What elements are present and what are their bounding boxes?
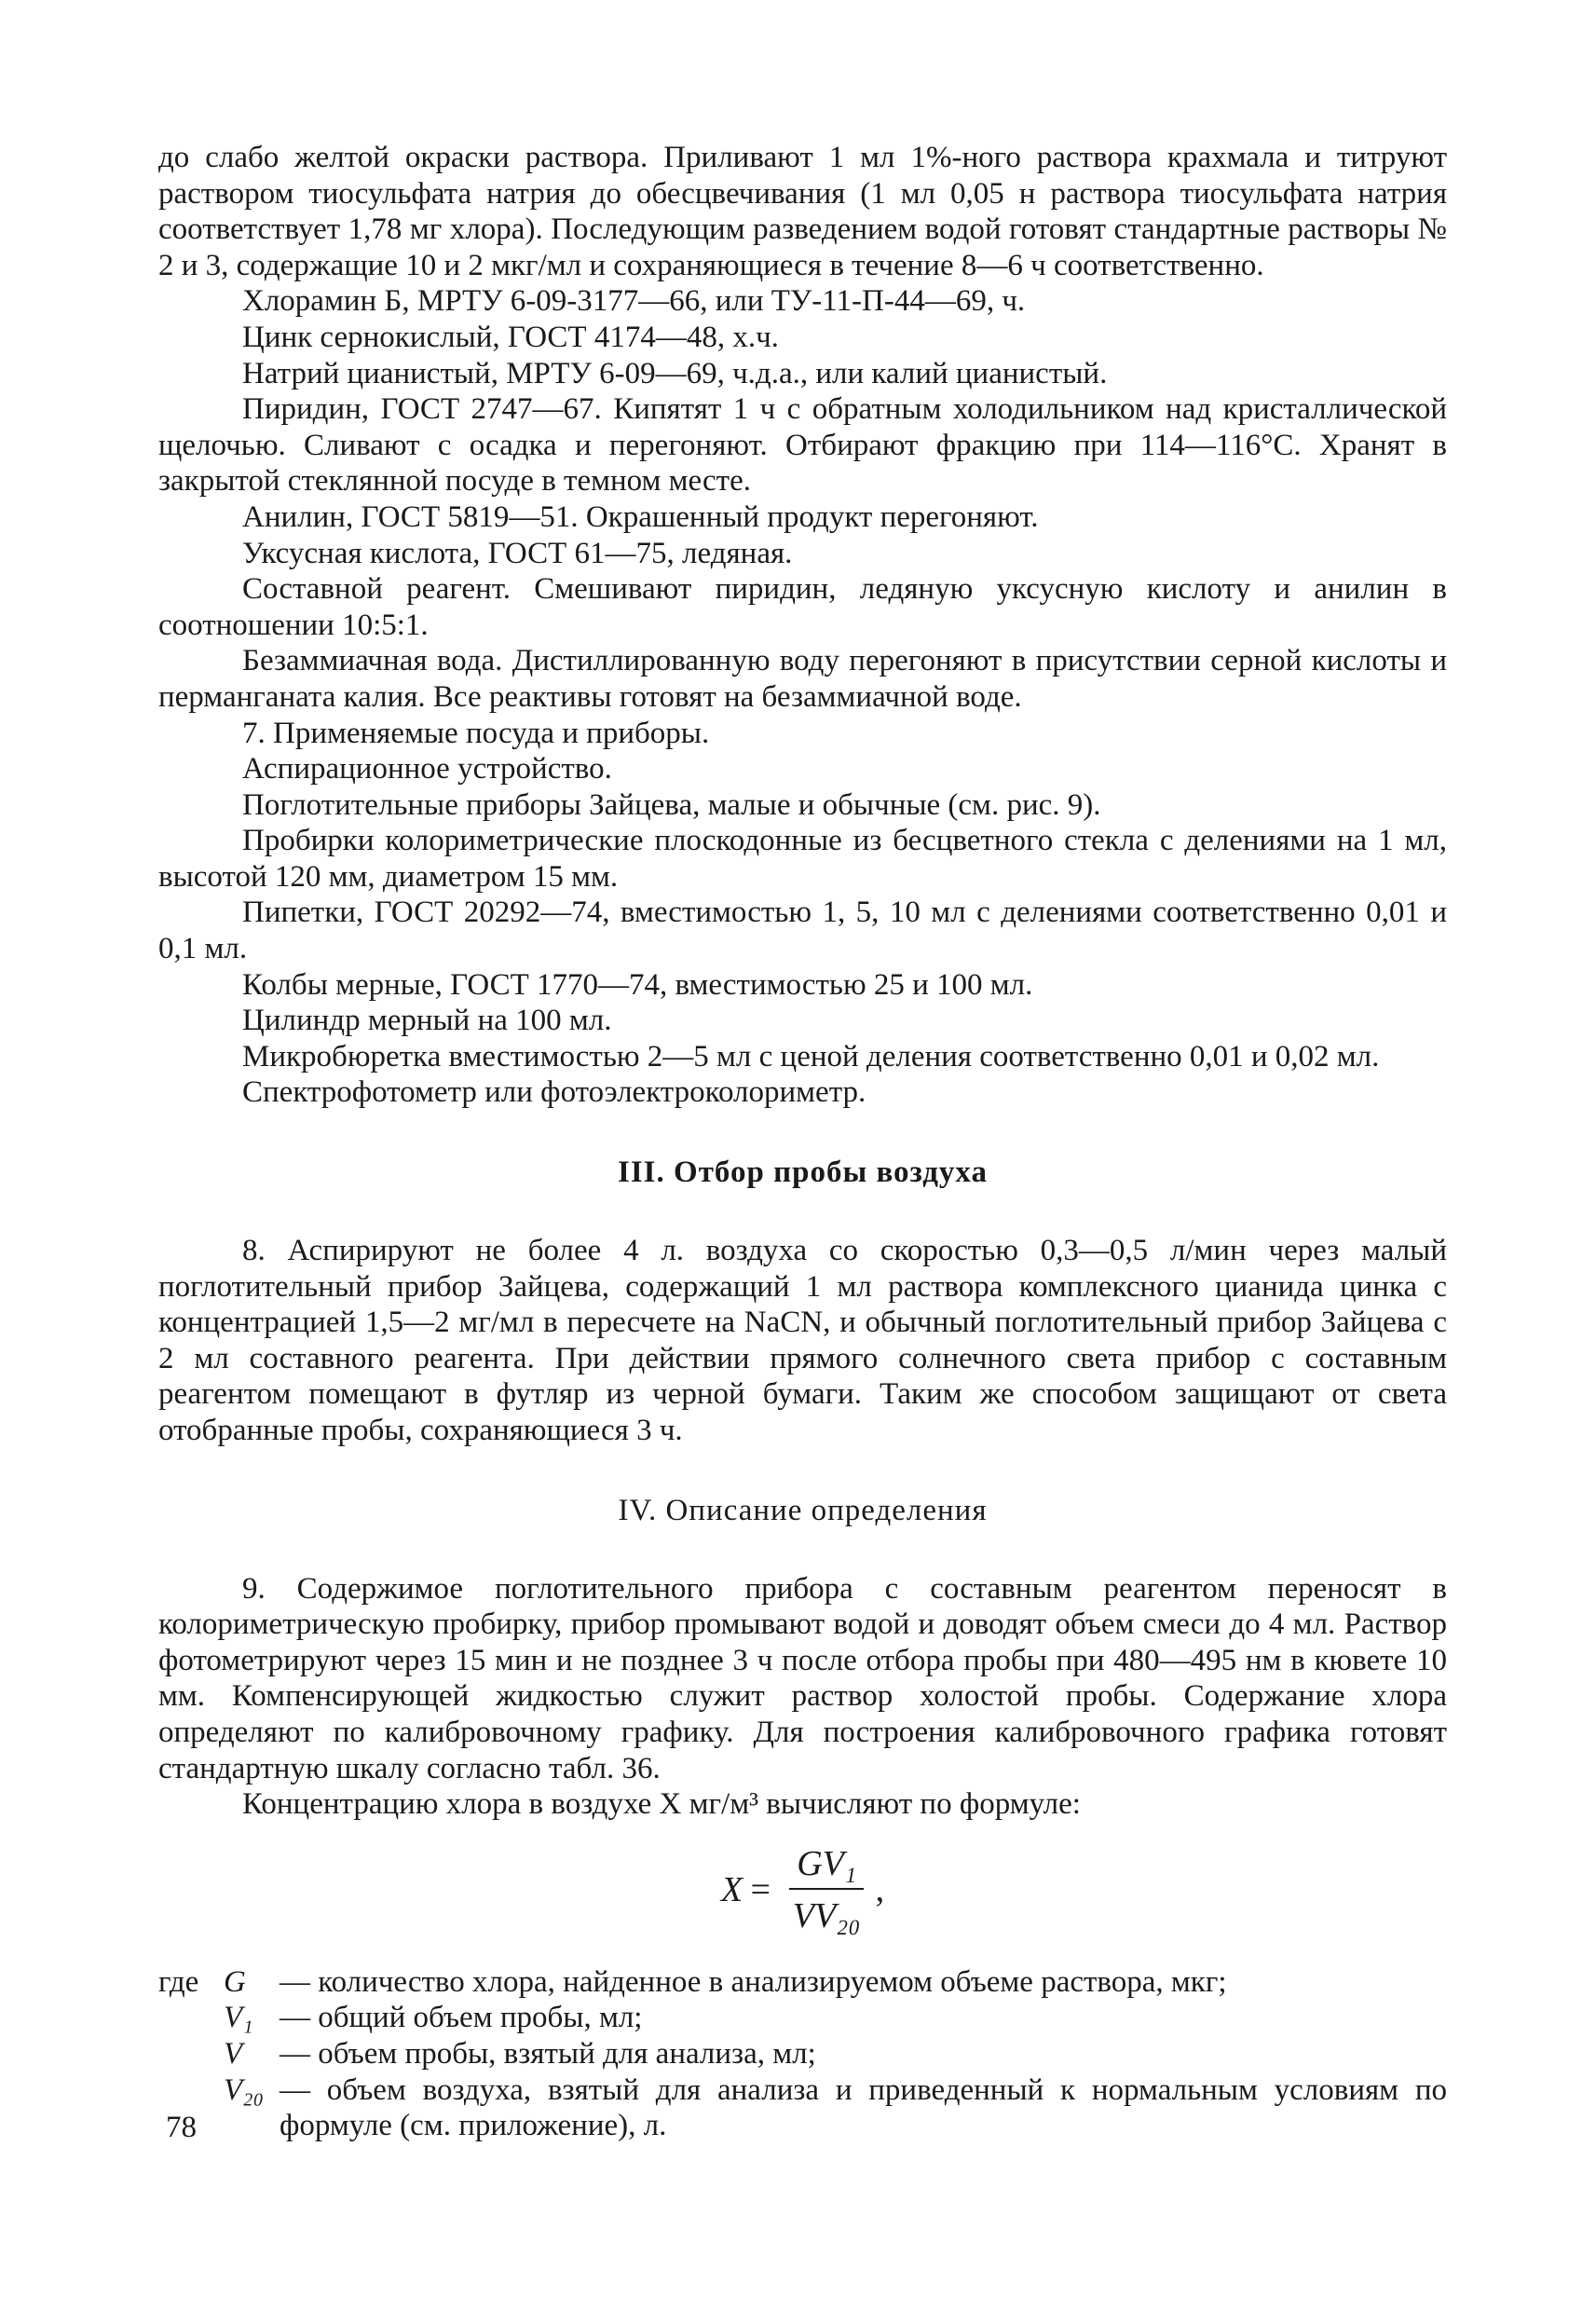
paragraph-ammonia-free-water: Безаммиачная вода. Дистиллированную воду перегоняют в присутствии серной кислоты и перманганата калия. Все реактивы готовят на безаммиачной воде. — [158, 644, 1447, 714]
paragraph-test-tubes: Пробирки колориметрические плоскодонные из бесцветного стекла с делениями на 1 мл, высотой 120 мм, диаметром 15 мм. — [158, 824, 1447, 894]
formula-legend — [158, 1964, 1447, 2144]
page-number: 78 — [166, 2111, 197, 2144]
paragraph-formula-intro: Концентрацию хлора в воздухе X мг/м³ вычисляют по формуле: — [242, 1787, 1081, 1822]
legend-symbol: V₂₀ — [224, 2072, 265, 2107]
formula-lhs: X — [720, 1869, 743, 1909]
paragraph-pipettes: Пипетки, ГОСТ 20292—74, вместимостью 1, 5, 10 мл с делениями соответственно 0,01 и 0,1 мл. — [158, 896, 1447, 966]
formula-denominator: VV₂₀ — [792, 1895, 861, 1935]
paragraph-aspiration-device: Аспирационное устройство. — [242, 752, 612, 786]
section-title-sampling: III. Отбор пробы воздуха — [618, 1156, 988, 1190]
legend-row — [158, 2072, 1447, 2144]
paragraph-procedure: 9. Содержимое поглотительного прибора с составным реагентом переносят в колориметрическую пробирку, прибор промывают водой и доводят объем смеси до 4 мл. Раствор фотометрируют через 15 мин и не позднее 3 ч после отбора пробы при 480—495 нм в кювете 10 мм. Компенсирующей жидкостью служит раствор холостой пробы. Содержание хлора определяют по калибровочному графику. Для построения калибровочного графика готовят стандартную шкалу согласно табл. 36. — [158, 1571, 1447, 1785]
paragraph-zinc-sulfate: Цинк сернокислый, ГОСТ 4174—48, х.ч. — [242, 320, 779, 354]
paragraph-equipment-heading: 7. Применяемые посуда и приборы. — [242, 716, 710, 750]
legend-row — [158, 2000, 1447, 2036]
legend-row — [158, 2036, 1447, 2072]
legend-row — [158, 1964, 1447, 2001]
concentration-formula — [158, 1843, 1447, 1936]
legend-text: — общий объем пробы, мл; — [280, 2001, 643, 2035]
formula-numerator: GV₁ — [789, 1843, 864, 1890]
legend-where: где — [158, 1964, 199, 1999]
paragraph-chloramine: Хлорамин Б, МРТУ 6-09-3177—66, или ТУ-11-П-44—69, ч. — [242, 284, 1026, 319]
paragraph-continuation: до слабо желтой окраски раствора. Приливают 1 мл 1%-ного раствора крахмала и титруют раствором тиосульфата натрия до обесцвечивания (1 мл 0,05 н раствора тиосульфата натрия соответствует 1,78 мг хлора). Последующим разведением водой готовят стандартные растворы № 2 и 3, содержащие 10 и 2 мкг/мл и сохраняющиеся в течение 8—6 ч соответственно. — [158, 141, 1447, 282]
legend-text: — объем пробы, взятый для анализа, мл; — [280, 2036, 816, 2071]
paragraph-sampling: 8. Аспирируют не более 4 л. воздуха со скоростью 0,3—0,5 л/мин через малый поглотительный прибор Зайцева, содержащий 1 мл раствора комплексного цианида цинка с концентрацией 1,5—2 мг/мл в пересчете на NaCN, и обычный поглотительный прибор Зайцева с 2 мл составного реагента. При действии прямого солнечного света прибор с составным реагентом помещают в футляр из черной бумаги. Таким же способом защищают от света отобранные пробы, сохраняющиеся 3 ч. — [158, 1234, 1447, 1447]
legend-symbol: G — [224, 1964, 246, 1999]
section-title-procedure: IV. Описание определения — [618, 1493, 988, 1527]
paragraph-pyridine: Пиридин, ГОСТ 2747—67. Кипятят 1 ч с обратным холодильником над кристаллической щелочью. Сливают с осадка и перегоняют. Отбирают фракцию при 114—116°С. Хранят в закрытой стеклянной посуде в темном месте. — [158, 392, 1447, 499]
formula-fraction — [785, 1843, 868, 1936]
paragraph-acetic-acid: Уксусная кислота, ГОСТ 61—75, ледяная. — [242, 536, 793, 570]
paragraph-sodium-cyanide: Натрий цианистый, МРТУ 6-09—69, ч.д.а., или калий цианистый. — [242, 356, 1108, 390]
paragraph-microburette: Микробюретка вместимостью 2—5 мл с ценой деления соответственно 0,01 и 0,02 мл. — [242, 1039, 1380, 1073]
paragraph-cylinder: Цилиндр мерный на 100 мл. — [242, 1004, 612, 1038]
legend-text: — количество хлора, найденное в анализируемом объеме раствора, мкг; — [280, 1964, 1227, 1999]
paragraph-aniline: Анилин, ГОСТ 5819—51. Окрашенный продукт перегоняют. — [242, 499, 1039, 534]
legend-text: — объем воздуха, взятый для анализа и приведенный к нормальным условиям по формуле (см. приложение), л. — [280, 2072, 1447, 2143]
paragraph-absorbers: Поглотительные приборы Зайцева, малые и обычные (см. рис. 9). — [242, 787, 1101, 822]
legend-symbol: V₁ — [224, 2001, 253, 2035]
formula-equals: = — [748, 1869, 772, 1909]
paragraph-flasks: Колбы мерные, ГОСТ 1770—74, вместимостью 25 и 100 мл. — [242, 967, 1033, 1002]
paragraph-composite-reagent: Составной реагент. Смешивают пиридин, ледяную уксусную кислоту и анилин в соотношении 10:5:1. — [158, 572, 1447, 642]
top-paragraphs — [158, 140, 1447, 1111]
legend-symbol: V — [224, 2036, 243, 2071]
paragraph-spectrophotometer: Спектрофотометр или фотоэлектроколориметр. — [242, 1075, 866, 1110]
formula-trailing: , — [875, 1869, 885, 1909]
